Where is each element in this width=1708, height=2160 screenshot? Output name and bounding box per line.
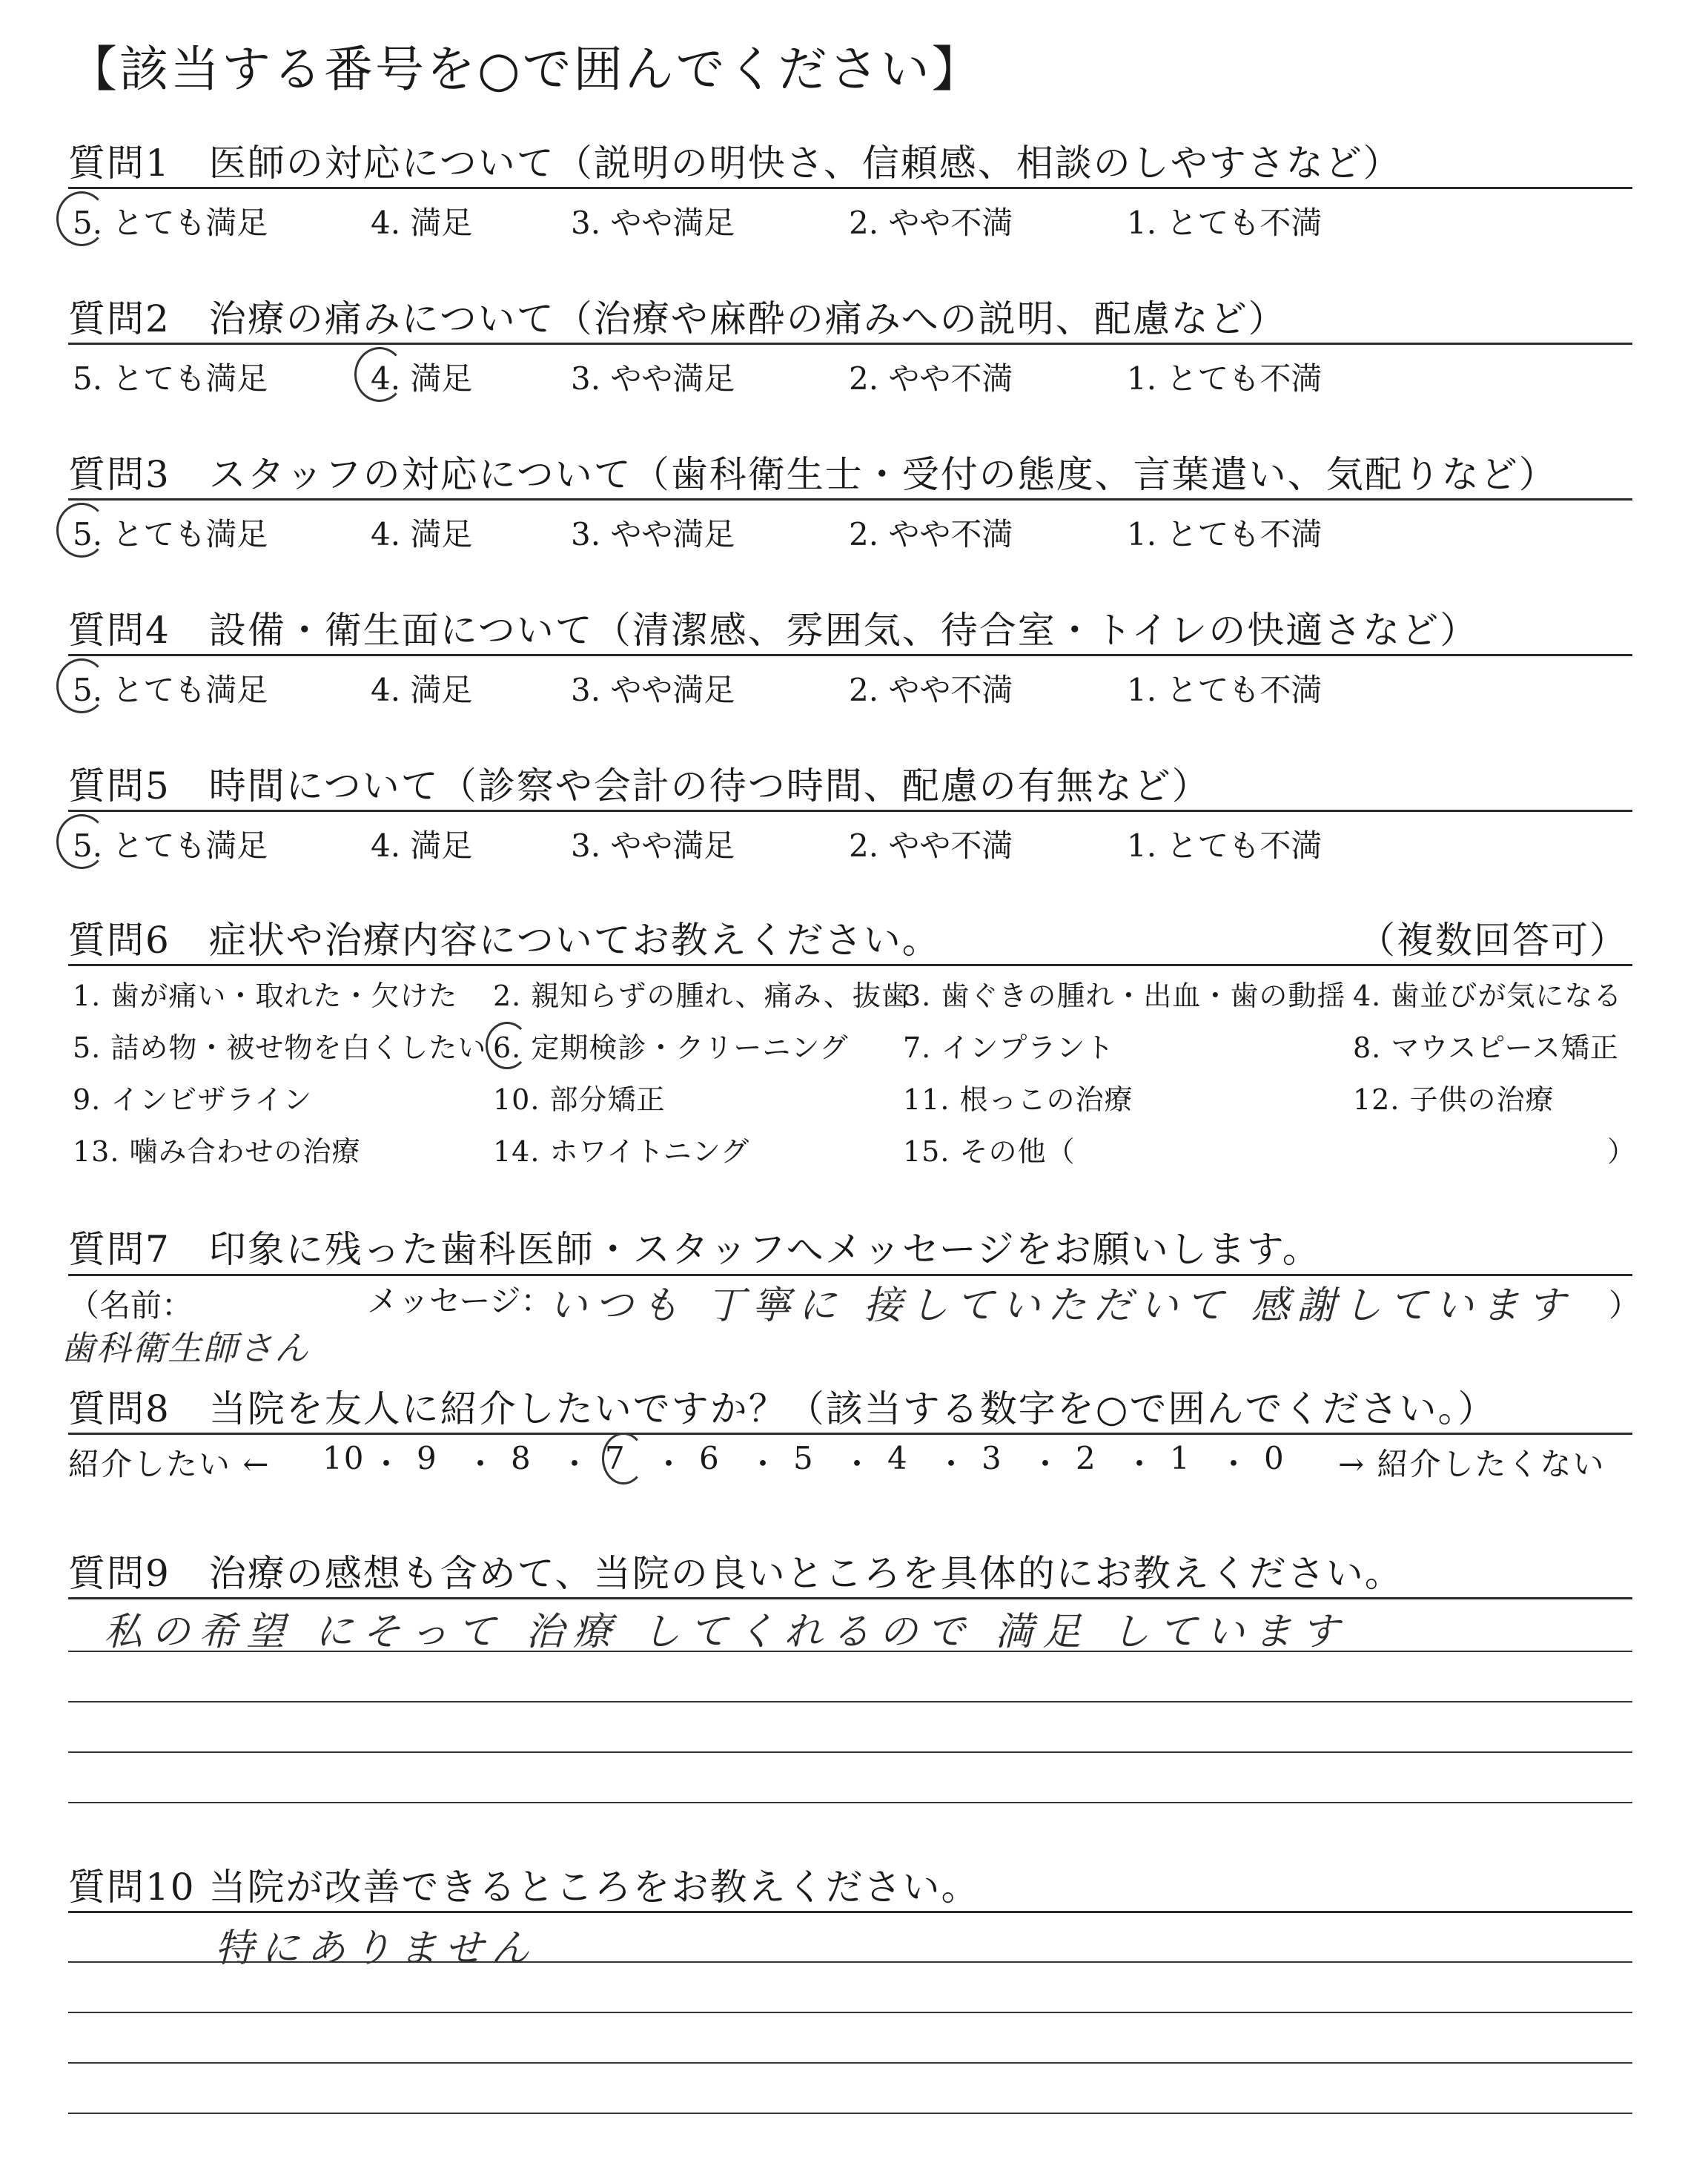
q6-selection-circle[interactable] [486,1022,529,1069]
q8-scale-2[interactable]: 2 [1076,1440,1097,1476]
q10-line-3 [68,2062,1632,2064]
q6-option-15[interactable]: 15. その他（ [903,1135,1076,1168]
q3-title: 質問3 スタッフの対応について（歯科衛生士・受付の態度、言葉遣い、気配りなど） [68,453,1558,496]
q4-option-2[interactable]: 2. やや不満 [849,672,1013,708]
q8-rule [68,1433,1632,1435]
q8-scale-7[interactable]: 7 [605,1440,626,1476]
q2-rule [68,343,1632,345]
q8-scale-3[interactable]: 3 [982,1440,1003,1476]
q9-line-4 [68,1802,1632,1803]
q1-title: 質問1 医師の対応について（説明の明快さ、信頼感、相談のしやすさなど） [68,142,1402,185]
q7-message-answer[interactable]: いつも 丁寧に 接していただいて 感謝しています [549,1284,1573,1328]
q8-separator: ・ [465,1446,498,1482]
q8-separator: ・ [841,1446,875,1482]
q8-left-label: 紹介したい ← [68,1446,271,1482]
q2-option-1[interactable]: 1. とても不満 [1127,360,1323,397]
q6-option-13[interactable]: 13. 噛み合わせの治療 [73,1135,361,1168]
q9-line-3 [68,1751,1632,1753]
q1-option-4[interactable]: 4. 満足 [371,205,473,241]
q5-rule [68,810,1632,812]
q9-answer[interactable]: 私の希望 にそって 治療 してくれるので 満足 しています [104,1610,1348,1654]
q5-option-3[interactable]: 3. やや満足 [571,828,735,864]
q6-option-8[interactable]: 8. マウスピース矯正 [1353,1031,1619,1064]
q6-option-14[interactable]: 14. ホワイトニング [493,1135,750,1168]
q2-selection-circle[interactable] [354,347,405,402]
q5-title: 質問5 時間について（診察や会計の待つ時間、配慮の有無など） [68,764,1211,807]
q8-separator: ・ [1030,1446,1063,1482]
q8-separator: ・ [371,1446,404,1482]
q3-option-3[interactable]: 3. やや満足 [571,516,735,552]
q9-line-1 [68,1651,1632,1652]
q8-scale-1[interactable]: 1 [1170,1440,1191,1476]
q6-option-6[interactable]: 6. 定期検診・クリーニング [493,1031,849,1064]
q8-scale-8[interactable]: 8 [511,1440,532,1476]
q6-option-3[interactable]: 3. 歯ぐきの腫れ・出血・歯の動揺 [903,980,1346,1012]
q7-close-paren: ） [1609,1287,1641,1324]
q8-selection-circle[interactable] [602,1433,645,1484]
q9-line-2 [68,1701,1632,1702]
q7-title: 質問7 印象に残った歯科医師・スタッフへメッセージをお願いします。 [68,1228,1321,1271]
q8-scale-10[interactable]: 10 [322,1440,365,1476]
q2-option-3[interactable]: 3. やや満足 [571,360,735,397]
q6-option-5[interactable]: 5. 詰め物・被せ物を白くしたい [73,1031,487,1064]
q6-option-11[interactable]: 11. 根っこの治療 [903,1083,1133,1116]
q1-option-2[interactable]: 2. やや不満 [849,205,1013,241]
q1-rule [68,187,1632,189]
q3-rule [68,498,1632,501]
q4-title: 質問4 設備・衛生面について（清潔感、雰囲気、待合室・トイレの快適さなど） [68,609,1479,652]
q4-option-1[interactable]: 1. とても不満 [1127,672,1323,708]
q8-scale-5[interactable]: 5 [793,1440,815,1476]
q4-selection-circle[interactable] [56,658,107,713]
q3-selection-circle[interactable] [56,503,107,558]
q8-title: 質問8 当院を友人に紹介したいですか？（該当する数字を○で囲んでください。） [68,1387,1497,1430]
q8-separator: ・ [653,1446,686,1482]
q4-rule [68,654,1632,656]
q10-title: 質問10 当院が改善できるところをお教えください。 [68,1866,980,1909]
q3-option-1[interactable]: 1. とても不満 [1127,516,1323,552]
q4-option-3[interactable]: 3. やや満足 [571,672,735,708]
q1-selection-circle[interactable] [56,191,107,246]
q2-option-4[interactable]: 4. 満足 [371,360,473,397]
q8-separator: ・ [747,1446,781,1482]
q1-option-1[interactable]: 1. とても不満 [1127,205,1323,241]
q8-scale-6[interactable]: 6 [699,1440,721,1476]
q5-selection-circle[interactable] [56,814,107,869]
q10-line-2 [68,2012,1632,2013]
q10-answer[interactable]: 特にありません [215,1926,537,1971]
q5-option-5[interactable]: 5. とても満足 [73,828,268,864]
q7-name-label: （名前： [68,1287,193,1324]
q6-option-4[interactable]: 4. 歯並びが気になる [1353,980,1623,1012]
q2-option-2[interactable]: 2. やや不満 [849,360,1013,397]
q6-option-12[interactable]: 12. 子供の治療 [1353,1083,1555,1116]
q6-title: 質問6 症状や治療内容についてお教えください。 [68,919,941,962]
q8-separator: ・ [936,1446,969,1482]
q3-option-5[interactable]: 5. とても満足 [73,516,268,552]
page-header: 【該当する番号を○で囲んでください】 [68,41,983,98]
q3-option-4[interactable]: 4. 満足 [371,516,473,552]
q7-message-label: メッセージ： [367,1283,552,1319]
q6-other-close-paren: ） [1607,1135,1637,1168]
q8-right-label: → 紹介したくない [1338,1446,1606,1482]
q10-rule [68,1911,1632,1913]
q9-title: 質問9 治療の感想も含めて、当院の良いところを具体的にお教えください。 [68,1552,1403,1595]
q5-option-1[interactable]: 1. とても不満 [1127,828,1323,864]
q8-separator: ・ [1218,1446,1251,1482]
q10-line-1 [68,1961,1632,1963]
q6-rule [68,964,1632,966]
q5-option-2[interactable]: 2. やや不満 [849,828,1013,864]
q7-name-answer[interactable]: 歯科衛生師さん [61,1328,310,1368]
q5-option-4[interactable]: 4. 満足 [371,828,473,864]
q8-separator: ・ [1124,1446,1157,1482]
q4-option-4[interactable]: 4. 満足 [371,672,473,708]
q8-scale-4[interactable]: 4 [887,1440,909,1476]
q6-option-10[interactable]: 10. 部分矯正 [493,1083,666,1116]
q8-scale-0[interactable]: 0 [1264,1440,1285,1476]
q4-option-5[interactable]: 5. とても満足 [73,672,268,708]
q6-option-9[interactable]: 9. インビザライン [73,1083,313,1116]
q1-option-5[interactable]: 5. とても満足 [73,205,268,241]
q2-option-5[interactable]: 5. とても満足 [73,360,268,397]
q6-option-2[interactable]: 2. 親知らずの腫れ、痛み、抜歯 [493,980,910,1012]
q6-multi-note: （複数回答可） [1358,919,1628,962]
q8-separator: ・ [559,1446,592,1482]
q9-rule [68,1597,1632,1599]
q3-option-2[interactable]: 2. やや不満 [849,516,1013,552]
q2-title: 質問2 治療の痛みについて（治療や麻酔の痛みへの説明、配慮など） [68,297,1287,340]
q6-option-7[interactable]: 7. インプラント [903,1031,1115,1064]
q8-scale-9[interactable]: 9 [417,1440,438,1476]
q6-option-1[interactable]: 1. 歯が痛い・取れた・欠けた [73,980,458,1012]
q1-option-3[interactable]: 3. やや満足 [571,205,735,241]
q10-line-4 [68,2113,1632,2114]
